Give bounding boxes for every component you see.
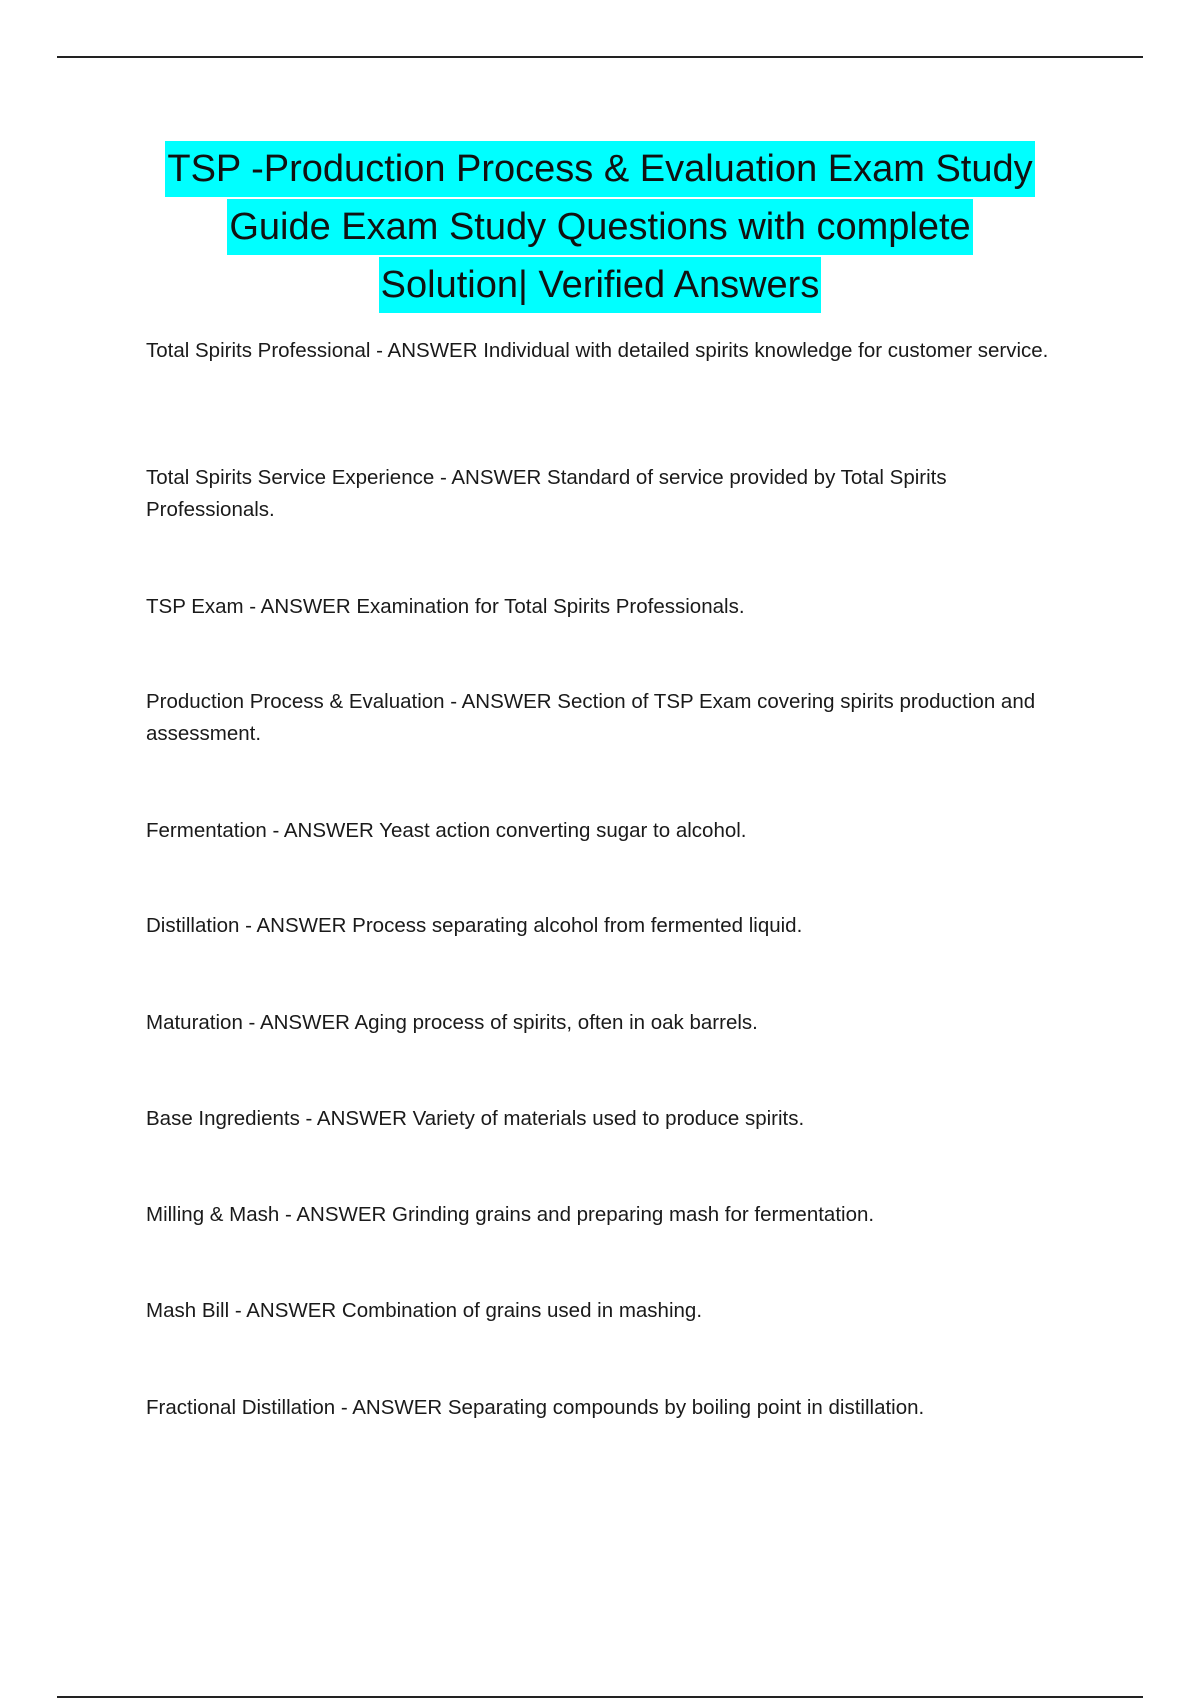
qa-entry-production-process-evaluation: Production Process & Evaluation - ANSWER Section of TSP Exam covering spirits production and assessment.: [146, 690, 1036, 745]
qa-entry-fermentation: Fermentation - ANSWER Yeast action converting sugar to alcohol.: [146, 819, 747, 842]
qa-entry-base-ingredients: Base Ingredients - ANSWER Variety of materials used to produce spirits.: [146, 1107, 805, 1130]
header-rule: [57, 56, 1143, 58]
title-line-3: Solution| Verified Answers: [379, 257, 822, 313]
qa-entry-total-spirits-professional: Total Spirits Professional - ANSWER Individual with detailed spirits knowledge for customer service.: [146, 339, 1049, 362]
footer-rule: [57, 1696, 1143, 1698]
qa-entry-distillation: Distillation - ANSWER Process separating alcohol from fermented liquid.: [146, 914, 803, 937]
title-line-1: TSP -Production Process & Evaluation Exam Study: [165, 141, 1034, 197]
qa-entry-milling-mash: Milling & Mash - ANSWER Grinding grains and preparing mash for fermentation.: [146, 1203, 875, 1226]
qa-entry-tsp-exam: TSP Exam - ANSWER Examination for Total Spirits Professionals.: [146, 595, 745, 618]
title-line-2: Guide Exam Study Questions with complete: [227, 199, 972, 255]
qa-entry-mash-bill: Mash Bill - ANSWER Combination of grains used in mashing.: [146, 1299, 703, 1322]
qa-entry-fractional-distillation: Fractional Distillation - ANSWER Separating compounds by boiling point in distillation.: [146, 1396, 925, 1419]
page-title: [100, 140, 1100, 314]
qa-entry-maturation: Maturation - ANSWER Aging process of spirits, often in oak barrels.: [146, 1011, 758, 1034]
qa-entry-total-spirits-service-experience: Total Spirits Service Experience - ANSWER Standard of service provided by Total Spirits Professionals.: [146, 466, 947, 521]
